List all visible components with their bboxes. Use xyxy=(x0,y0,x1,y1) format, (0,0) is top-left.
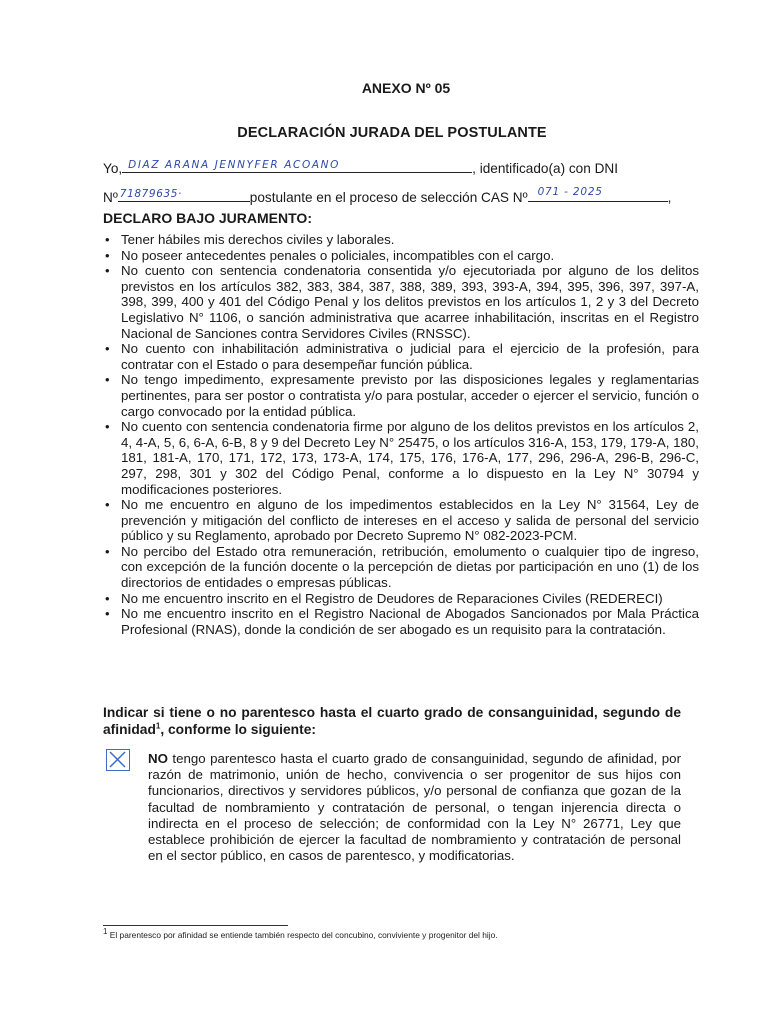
no-parentesco-statement xyxy=(148,751,681,864)
annex-title: ANEXO Nº 05 xyxy=(361,80,451,96)
list-item: • No cuento con sentencia condenatoria consentida y/o ejecutoriada por alguno de los delitos previstos en los artículos 382, 383, 384, 387, 388, 389, 393, 393-A, 394, 395, 396, 397, 397-A, 398, 399, 400 y 401 del Código Penal y los delitos previstos en los artículos 1, 2 y 3 del Decreto Legislativo N° 1106, o sanción administrativa que acarree inhabilitación, inscritas en el Registro Nacional de Sanciones contra Servidores Civiles (RNSSC). xyxy=(121,263,699,341)
yo-label: Yo, xyxy=(103,161,123,176)
list-item: • No me encuentro inscrito en el Registro de Deudores de Reparaciones Civiles (REDERECI) xyxy=(121,591,699,607)
footnote-text: El parentesco por afinidad se entiende también respecto del concubino, conviviente y progenitor del hijo. xyxy=(107,930,498,940)
footnote-marker: 1 xyxy=(155,721,161,731)
identified-label: , identificado(a) con DNI xyxy=(472,161,618,176)
end-comma: , xyxy=(667,190,672,205)
footnote-divider xyxy=(103,925,288,926)
identity-line-1 xyxy=(103,158,618,176)
name-handwritten: DIAZ ARANA JENNYFER ACOANO xyxy=(128,159,340,171)
list-item: • Tener hábiles mis derechos civiles y laborales. xyxy=(121,232,699,248)
list-item: • No percibo del Estado otra remuneración, retribución, emolumento o cualquier tipo de ingreso, con excepción de la función docente o la percepción de dietas por participación en uno (1) de los directorios de entidades o empresas públicas. xyxy=(121,544,699,591)
numero-label: Nº xyxy=(103,190,118,205)
no-parentesco-checkbox[interactable] xyxy=(106,749,130,771)
parentesco-question xyxy=(103,704,681,738)
declaro-heading: DECLARO BAJO JURAMENTO: xyxy=(103,210,312,226)
list-item: • No cuento con sentencia condenatoria firme por alguno de los delitos previstos en los artículos 2, 4, 4-A, 5, 6, 6-A, 6-B, 8 y 9 del Decreto Ley N° 25475, o los artículos 316-A, 153, 179, 179-A, 180, 181, 181-A, 170, 171, 172, 173, 173-A, 174, 175, 176, 176-A, 177, 296, 296-A, 296-B, 296-C, 297, 298, 301 y 302 del Código Penal, conforme a lo dispuesto en la Ley N° 30794 y modificaciones posteriores. xyxy=(121,419,699,497)
declaration-list xyxy=(103,232,699,637)
list-item: • No tengo impedimento, expresamente previsto por las disposiciones legales y reglamentarias pertinentes, para ser postor o contratista y/o para postular, acceder o ejercer el servicio, función o cargo convocado por la entidad pública. xyxy=(121,372,699,419)
list-item: • No me encuentro en alguno de los impedimentos establecidos en la Ley N° 31564, Ley de prevención y mitigación del conflicto de intereses en el acceso y salida de personal del servicio público y su Reglamento, aprobado por Decreto Supremo N° 082-2023-PCM. xyxy=(121,497,699,544)
dni-field[interactable] xyxy=(118,187,250,202)
footnote xyxy=(103,927,498,940)
footnote-number: 1 xyxy=(103,927,108,937)
identity-line-2 xyxy=(103,187,671,205)
document-title: DECLARACIÓN JURADA DEL POSTULANTE xyxy=(237,125,547,141)
no-bold: NO xyxy=(148,751,168,766)
check-x-icon xyxy=(107,750,128,769)
list-item: • No cuento con inhabilitación administrativa o judicial para el ejercicio de la profesión, para contratar con el Estado o para desempeñar función pública. xyxy=(121,341,699,372)
cas-field[interactable] xyxy=(528,187,668,202)
parentesco-question-end: , conforme lo siguiente: xyxy=(160,722,316,737)
parentesco-question-text: Indicar si tiene o no parentesco hasta el cuarto grado de consanguinidad, segundo de afinidad xyxy=(103,705,681,737)
list-item: • No me encuentro inscrito en el Registro Nacional de Abogados Sancionados por Mala Práctica Profesional (RNAS), donde la condición de ser abogado es un requisito para la contratación. xyxy=(121,606,699,637)
postulante-label: postulante en el proceso de selección CAS Nº xyxy=(249,190,528,205)
dni-handwritten: 71879635· xyxy=(119,188,182,200)
cas-handwritten: 071 - 2025 xyxy=(537,186,603,198)
no-parentesco-text: tengo parentesco hasta el cuarto grado de consanguinidad, segundo de afinidad, por razón de matrimonio, unión de hecho, convivencia o ser progenitor de sus hijos con funcionarios, directivos y servidores públicos, y/o personal de confianza que gozan de la facultad de nombramiento y contratación de personal, o tengan injerencia directa o indirecta en el proceso de selección; de conformidad con la Ley N° 26771, Ley que establece prohibición de ejercer la facultad de nombramiento y contratación de personal en el sector público, en casos de parentesco, y modificatorias. xyxy=(148,751,681,864)
name-field[interactable] xyxy=(122,158,472,173)
list-item: • No poseer antecedentes penales o policiales, incompatibles con el cargo. xyxy=(121,248,699,264)
